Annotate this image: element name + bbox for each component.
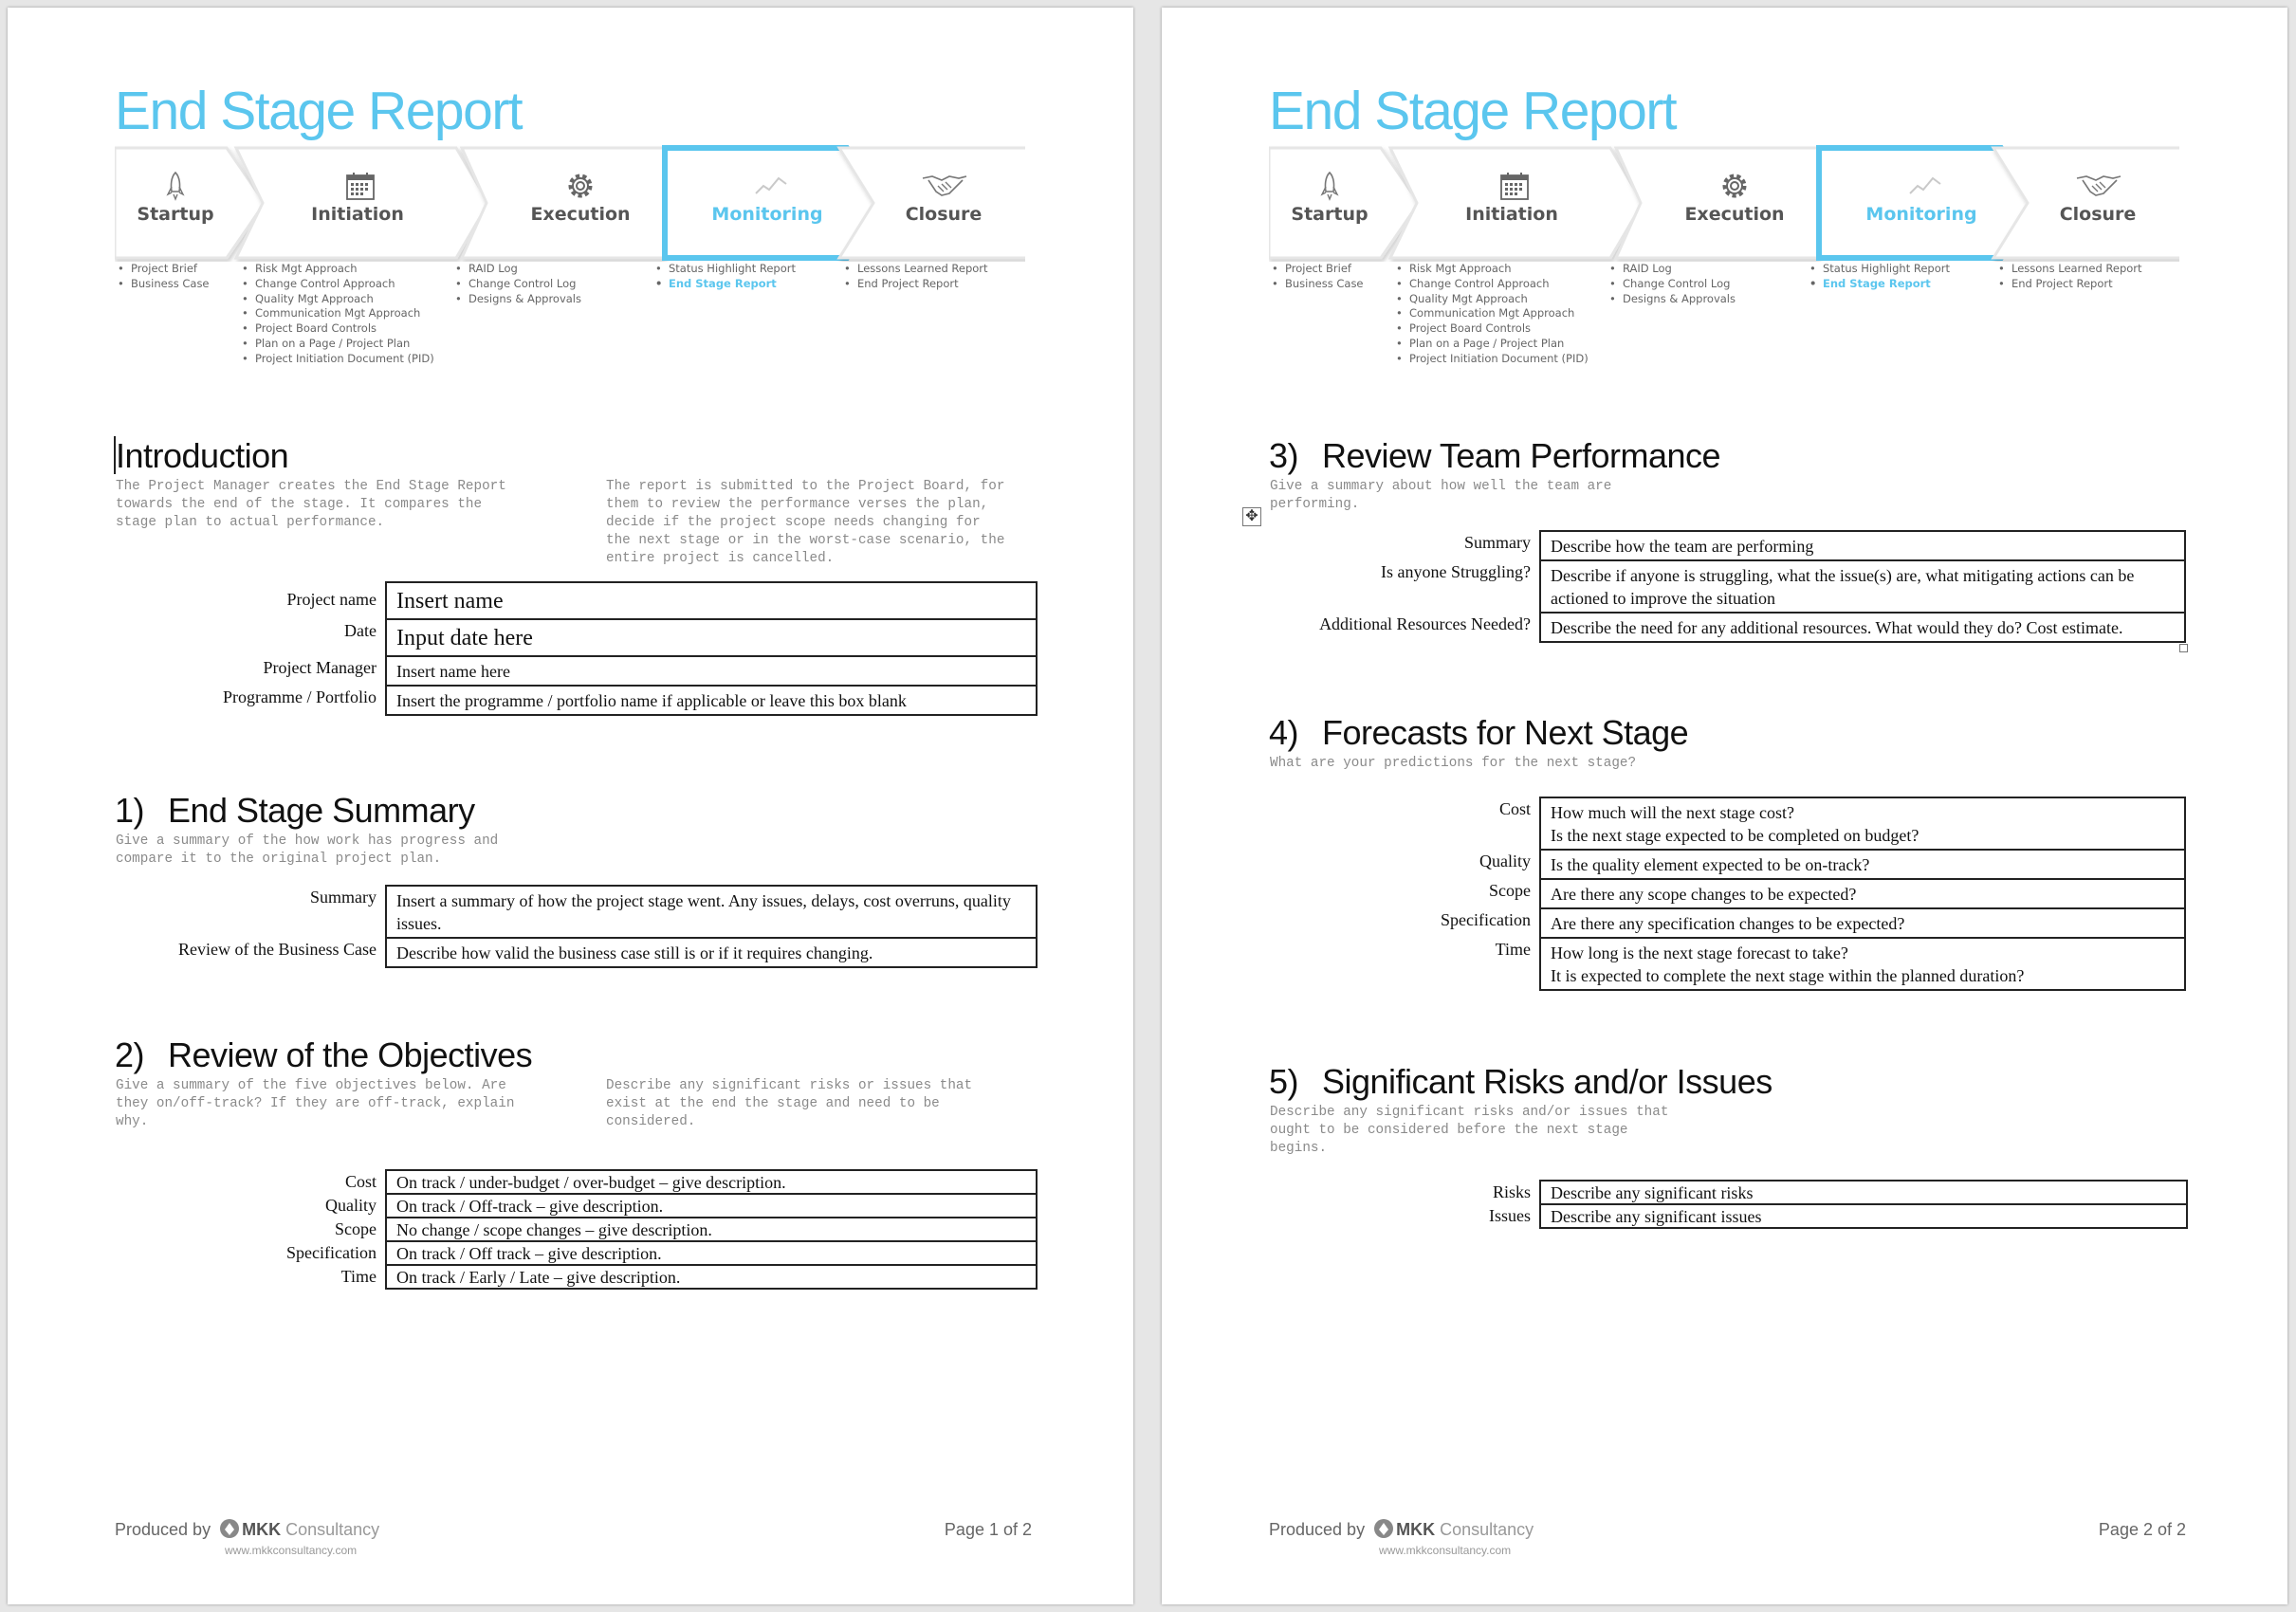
table-row [254,1170,1037,1194]
handshake-icon [921,171,968,199]
time-forecast-field[interactable] [1540,938,2185,990]
initiation-docs-list [1393,262,1589,367]
team-summary-field[interactable]: Describe how the team are performing [1540,531,2185,560]
scope-forecast-field[interactable]: Are there any scope changes to be expected? [1540,879,2185,908]
list-item: • Project Brief [1269,262,1364,277]
quality-objective-field[interactable]: On track / Off-track – give description. [386,1194,1037,1218]
section-2-heading[interactable] [115,1035,532,1075]
table-row [1338,879,2185,908]
document-page-1 [8,8,1133,1604]
stage-label: Execution [530,204,631,225]
list-item: • Communication Mgt Approach [239,306,434,321]
risks-issues-table [1475,1180,2188,1229]
lion-logo-icon [1373,1518,1394,1539]
stage-monitoring [669,140,866,258]
list-item: • Project Initiation Document (PID) [239,352,434,367]
list-item: • Plan on a Page / Project Plan [239,337,434,352]
list-item: • Quality Mgt Approach [1393,292,1589,307]
table-resize-handle-icon[interactable] [2179,644,2188,652]
field-label: Programme / Portfolio [223,687,377,706]
stage-execution [1635,140,1834,258]
forecasts-table [1338,797,2186,991]
monitoring-docs-list [1807,262,1950,292]
programme-portfolio-field[interactable]: Insert the programme / portfolio name if applicable or leave this box blank [386,686,1037,715]
list-item: • Change Control Approach [1393,277,1589,292]
field-label: Additional Resources Needed? [1319,614,1531,633]
specification-forecast-field[interactable]: Are there any specification changes to be expected? [1540,908,2185,938]
issues-field[interactable]: Describe any significant issues [1540,1204,2187,1228]
section-title: Review of the Objectives [168,1035,533,1074]
process-flow [1269,140,2179,368]
table-row [1338,908,2185,938]
quality-forecast-field[interactable]: Is the quality element expected to be on-track? [1540,850,2185,879]
brand-suffix: Consultancy [285,1520,380,1539]
produced-by-label: Produced by [1269,1520,1366,1539]
table-row [1338,797,2185,850]
table-row [1304,613,2185,642]
list-item: • Risk Mgt Approach [239,262,434,277]
table-row [254,1241,1037,1265]
table-row [1338,938,2185,990]
stage-label: Monitoring [1865,204,1977,225]
list-item: • End Project Report [1995,277,2142,292]
field-label: Review of the Business Case [178,940,377,959]
document-page-2 [1162,8,2287,1604]
gear-icon [565,171,596,201]
section-title: Review Team Performance [1322,436,1721,475]
section-2-note-left: Give a summary of the five objectives below. Are they on/off-track? If they are off-track, explain why. [116,1078,515,1129]
list-item: • Lessons Learned Report [841,262,988,277]
section-title: Forecasts for Next Stage [1322,713,1689,752]
closure-docs-list [841,262,988,292]
section-number: 2) [115,1035,145,1074]
stage-label: Closure [2059,204,2137,225]
list-item: • Project Board Controls [1393,321,1589,337]
section-5-heading[interactable] [1269,1062,1773,1102]
table-row [176,686,1037,715]
struggling-field[interactable]: Describe if anyone is struggling, what the issue(s) are, what mitigating actions can be actioned to improve the situation [1540,560,2185,613]
stage-startup [1269,140,1390,258]
section-3-heading[interactable] [1269,436,1720,476]
time-forecast-line-1: How long is the next stage forecast to take? [1551,943,1848,962]
brand-name: MKK [242,1520,282,1539]
intro-note-right: The report is submitted to the Project Board, for them to review the performance verses the plan, decide if the project scope needs changing for the next stage or in the worst-case scenario, the entire project is cancelled. [606,479,1005,566]
list-item: • RAID Log [1607,262,1736,277]
list-item: • Lessons Learned Report [1995,262,2142,277]
page-number: Page 1 of 2 [944,1520,1032,1539]
field-label: Specification [1441,910,1531,929]
stage-label: Initiation [1465,204,1558,225]
stage-monitoring [1823,140,2020,258]
intro-note-left: The Project Manager creates the End Stage Report towards the end of the stage. It compares the stage plan to actual performance. [116,479,506,530]
project-manager-field[interactable]: Insert name here [386,656,1037,686]
additional-resources-field[interactable]: Describe the need for any additional resources. What would they do? Cost estimate. [1540,613,2185,642]
section-number: 1) [115,791,145,830]
table-row [1338,850,2185,879]
rocket-icon [164,171,187,201]
initiation-docs-list [239,262,434,367]
handshake-icon [2075,171,2122,199]
table-row [254,1194,1037,1218]
table-row [1304,531,2185,560]
list-item: • Risk Mgt Approach [1393,262,1589,277]
chart-line-icon [754,174,788,197]
list-item: • Designs & Approvals [452,292,581,307]
list-item: • Plan on a Page / Project Plan [1393,337,1589,352]
startup-docs-list [115,262,210,292]
section-2-note-right: Describe any significant risks or issues that exist at the end the stage and need to be considered. [606,1078,973,1129]
section-title: End Stage Summary [168,791,475,830]
footer-produced-by [1269,1518,1534,1540]
specification-objective-field[interactable]: On track / Off track – give description. [386,1241,1037,1265]
list-item: • Status Highlight Report [1807,262,1950,277]
field-label: Quality [325,1196,377,1215]
brand-name: MKK [1396,1520,1436,1539]
stage-initiation [257,140,458,258]
intro-heading[interactable]: Introduction [116,436,289,475]
field-label: Summary [1464,533,1531,552]
list-item: • Designs & Approvals [1607,292,1736,307]
field-label: Cost [1498,799,1531,818]
stage-startup [115,140,236,258]
section-number: 3) [1269,436,1299,475]
field-label: Issues [1489,1206,1531,1225]
stage-label: Startup [137,204,214,225]
rocket-icon [1318,171,1341,201]
closure-docs-list [1995,262,2142,292]
table-row [176,619,1037,656]
field-label: Project name [286,590,377,609]
section-number: 5) [1269,1062,1299,1101]
footer-url: www.mkkconsultancy.com [1379,1544,1512,1557]
cost-forecast-line-1: How much will the next stage cost? [1551,803,1794,822]
section-1-note: Give a summary of the how work has progress and compare it to the original project plan. [116,833,499,867]
field-label: Time [1495,940,1531,959]
gear-icon [1719,171,1750,201]
stage-label: Monitoring [711,204,823,225]
execution-docs-list [452,262,581,306]
date-field[interactable]: Input date here [386,619,1037,656]
brand-suffix: Consultancy [1440,1520,1534,1539]
field-label: Date [344,621,377,640]
table-row [176,582,1037,619]
field-label: Specification [286,1243,377,1262]
list-item: • Communication Mgt Approach [1393,306,1589,321]
stage-label: Closure [905,204,983,225]
list-item: • Business Case [115,277,210,292]
field-label: Risks [1492,1182,1531,1201]
execution-docs-list [1607,262,1736,306]
project-name-field[interactable]: Insert name [386,582,1037,619]
scope-objective-field[interactable]: No change / scope changes – give description. [386,1218,1037,1241]
lion-logo-icon [219,1518,240,1539]
page-number: Page 2 of 2 [2098,1520,2186,1539]
list-item: • Business Case [1269,277,1364,292]
list-item: • Change Control Approach [239,277,434,292]
field-label: Scope [335,1219,377,1238]
calendar-icon [1499,171,1530,201]
cost-forecast-field[interactable] [1540,797,2185,850]
monitoring-docs-list [652,262,796,292]
field-label: Quality [1479,852,1531,870]
business-case-review-field[interactable]: Describe how valid the business case still is or if it requires changing. [386,938,1037,967]
list-item: • End Project Report [841,277,988,292]
time-objective-field[interactable]: On track / Early / Late – give description. [386,1265,1037,1289]
list-item: • Status Highlight Report [652,262,796,277]
table-row [176,656,1037,686]
project-details-table [176,581,1038,716]
section-3-note: Give a summary about how well the team are performing. [1270,479,1612,512]
process-flow [115,140,1025,368]
list-item: • Project Brief [115,262,210,277]
field-label: Summary [310,888,377,907]
section-5-note: Describe any significant risks and/or issues that ought to be considered before the next stage begins. [1270,1105,1669,1156]
cost-forecast-line-2: Is the next stage expected to be completed on budget? [1551,826,1919,845]
section-title: Significant Risks and/or Issues [1322,1062,1773,1101]
time-forecast-line-2: It is expected to complete the next stage within the planned duration? [1551,966,2025,985]
footer-produced-by [115,1518,379,1540]
list-item: • Quality Mgt Approach [239,292,434,307]
list-item: • Change Control Log [452,277,581,292]
section-4-note: What are your predictions for the next stage? [1270,756,1637,771]
table-move-handle-icon[interactable]: ✥ [1242,507,1261,526]
team-performance-table [1304,530,2186,643]
stage-initiation [1411,140,1612,258]
section-4-heading[interactable] [1269,713,1688,753]
document-title: End Stage Report [1269,81,1677,141]
stage-closure [2012,140,2183,258]
cost-objective-field[interactable]: On track / under-budget / over-budget – give description. [386,1170,1037,1194]
chart-line-icon [1908,174,1942,197]
table-row [159,886,1037,938]
stage-closure [858,140,1029,258]
field-label: Is anyone Struggling? [1381,562,1531,581]
table-row [1475,1204,2187,1228]
list-item: • Project Board Controls [239,321,434,337]
stage-execution [481,140,680,258]
list-item-highlighted: • End Stage Report [652,277,796,292]
startup-docs-list [1269,262,1364,292]
field-label: Time [340,1267,377,1286]
objectives-table [254,1169,1038,1290]
list-item: • Change Control Log [1607,277,1736,292]
risks-field[interactable]: Describe any significant risks [1540,1181,2187,1204]
summary-field[interactable]: Insert a summary of how the project stage went. Any issues, delays, cost overruns, quality issues. [386,886,1037,938]
stage-label: Initiation [311,204,404,225]
stage-label: Startup [1291,204,1368,225]
produced-by-label: Produced by [115,1520,211,1539]
list-item: • RAID Log [452,262,581,277]
section-1-heading[interactable] [115,791,475,831]
table-row [1304,560,2185,613]
list-item-highlighted: • End Stage Report [1807,277,1950,292]
table-row [159,938,1037,967]
document-title: End Stage Report [115,81,523,141]
footer-url: www.mkkconsultancy.com [225,1544,358,1557]
stage-label: Execution [1684,204,1785,225]
table-row [254,1218,1037,1241]
field-label: Scope [1489,881,1531,900]
field-label: Cost [344,1172,377,1191]
section-number: 4) [1269,713,1299,752]
table-row [254,1265,1037,1289]
calendar-icon [345,171,376,201]
field-label: Project Manager [263,658,377,677]
end-stage-summary-table [159,885,1038,968]
list-item: • Project Initiation Document (PID) [1393,352,1589,367]
table-row [1475,1181,2187,1204]
